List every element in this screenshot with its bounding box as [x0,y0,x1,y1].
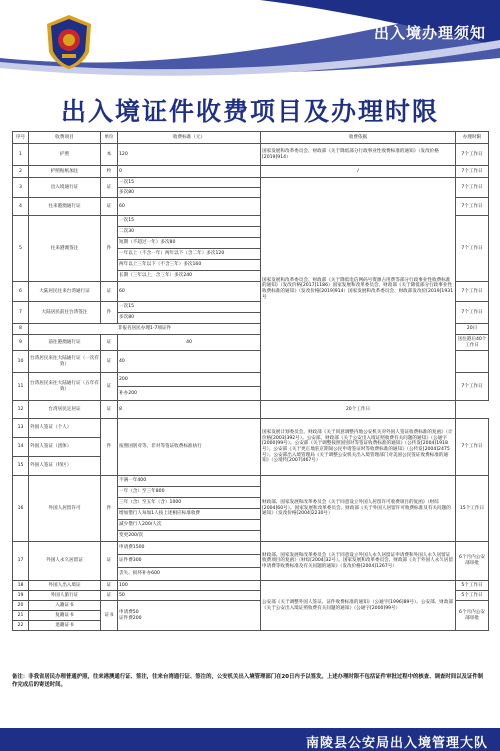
item-name: 外国人旅行证 [29,591,101,601]
item-basis: 财政部、国家发展和改革委员会《关于同意设立外国人永久居留证申请费和外国人永久居留证收费项目的复函》（财综[2004]32号）。国家发展和改革委员会、财政部《关于外国人永久居留申请费等收费标准及有关问题的通知》（发改价格[2004]1267号） [261,542,456,581]
col-header: 收费标准（元） [118,132,261,144]
item-name: 护照贴纸加注 [29,166,101,178]
item-time: 6个月内公安部审批 [456,542,489,581]
item-name: 台湾居民来往大陆通行证（一次有效） [29,351,101,373]
item-name: 退籍证书 [29,621,101,631]
item-time: 7个工作日 [456,282,489,302]
row-no: 11 [13,373,29,401]
item-fee: 长期（三年以上，含三年）多次240 [118,271,261,282]
row-no: 18 [13,581,29,591]
col-header: 办理时限 [456,132,489,144]
item-unit: 证 [101,351,118,373]
item-unit: 证 [101,591,118,601]
table-row [13,166,489,178]
item-fee: 增加偕行人每加1人按上述相应标准收费 [118,509,261,520]
item-time: 7个工作日 [456,419,489,476]
item-name: 外国人出入境证 [29,581,101,591]
item-unit: 枚 [101,166,118,178]
footer-agency: 南陵县公安局出入境管理大队 [305,736,488,751]
item-time: 7个工作日 [456,373,489,401]
item-name: 外国人永久居留证 [29,542,101,581]
row-no: 21 [13,611,29,621]
table-row [13,542,489,555]
police-emblem-icon [44,14,94,70]
col-header: 单位 [101,132,118,144]
col-header: 收费项目 [29,132,101,144]
item-fee: 不满一年400 [118,476,261,487]
item-name: 大陆居民往来台湾通行证 [29,282,101,302]
item-basis: 国家发展计划委员会、财政部《关于同意调整内地公安机关对外国人签证收费标准的复函》（计价格[2003]392号）。公安部、财政部《关于公安出入境证照收费有关问题的通知》（公通字[2000]99号）。公安部《关于调整按照国别对等签证收费标准的通知》（公传发[2004]1918号）。公安部《关于更正地驻京期间公民申请签证时等收费标准的通知》（公传发[2004]2475号）。公安部出入境管理局《关于调整公安机关出入境管理部门对美国公民签证收费标准的通知》（公境传[2007]467号） [261,419,456,476]
header-banner [0,0,500,78]
table-row [13,144,489,166]
item-name: 外国人签证（个人） [29,419,101,438]
item-fee: 40 [118,335,261,351]
item-basis: 国家发展和改革委员会、财政部《关于降低部分行政事业性收费标准的通知》（发改价格[2019]914） [261,144,456,166]
item-fee: 证件费300 [118,555,261,568]
item-name: 台湾居民定居证 [29,401,101,419]
item-unit: 本 [101,144,118,166]
fee-line: 申请费50 [119,609,139,615]
item-unit: 证 [101,542,118,581]
item-fee: 0 [118,166,261,178]
item-fee: 200 [118,373,261,387]
item-name: 外国人居留许可 [29,476,101,542]
item-fee: 按照国别对等、非对等签证收费标准执行 [118,419,261,476]
item-basis: 公安部《关于调整外国人签证、证件收费标准的通知》（公通字[1996]89号）。公安部、财政部《关于公安出入境证照收费有关问题的通知》（公通字[2000]99号） [261,581,456,631]
item-fee: 减少偕行人200/人次 [118,520,261,531]
item-name: 往来港澳签注 [29,216,101,282]
fee-table-container [12,131,488,631]
item-unit: 件 [101,216,118,282]
page-title: 出入境证件收费项目及办理时限 [60,97,439,126]
row-no: 8 [13,324,29,335]
item-basis: 国家发展和改革委员会、财政部《关于降低电信网码号资源占用费等部分行政事业性收费标准的通知》（发改价格[2017]1186）国家发展和改革委员会、财政部《关于降低部分行政事业性收费标准的通知》（发改价格[2019]914）国家发展和改革委员会、财政部发改价[2019]1931号 [261,178,456,401]
item-time: 7个工作日 [456,178,489,198]
row-no: 5 [13,216,29,282]
item-fee: 三年（含）至五年（含）1000 [118,498,261,509]
row-no: 7 [13,302,29,324]
row-no: 3 [13,178,29,198]
item-time: 7个工作日 [456,166,489,178]
item-time: 7个工作日 [456,144,489,166]
row-no: 10 [13,351,29,373]
item-fee: 申请费1500 [118,542,261,555]
item-fee: 多次80 [118,313,261,324]
item-fee: 50 [118,591,261,601]
item-fee: 一年以上（不含一年）两年以下（含二年）多次120 [118,249,261,260]
item-time: 送往港后40个工作日 [456,335,489,351]
item-time: 15个工作日 [456,476,489,542]
item-name: 大陆居民前往台湾签注 [29,302,101,324]
item-fee: 一次15 [118,216,261,227]
row-no: 12 [13,401,29,419]
item-fee: 二次30 [118,227,261,238]
item-name: 入籍证书 [29,601,101,611]
item-fee: 变更200/次 [118,531,261,542]
fee-line: 证件费200 [119,615,142,621]
row-no: 16 [13,476,29,542]
item-name: 外国人签证（团体） [29,438,101,457]
item-fee: 一次15 [118,302,261,313]
row-no: 13 [13,419,29,438]
remarks-note: 备注：非我省居民办理普通护照，往来港澳通行证、签注，往来台湾通行证、签注的，公安机关出入境管理部门在20日内予以签发。上述办理时限不包括证件审批过程中的核查、调查时间以及证件制作完成后的寄送时间。 [12,674,484,688]
item-name: 出入境通行证 [29,178,101,198]
item-time: 5个工作日 [456,591,489,601]
row-no: 6 [13,282,29,302]
item-time: 6个月内公安部审批 [456,601,489,631]
item-fee: 120 [118,144,261,166]
item-unit: 证 [101,198,118,216]
item-fee: 60 [118,282,261,302]
item-time: 5个工作日 [456,581,489,591]
row-no: 19 [13,591,29,601]
table-row [13,581,489,591]
fee-table [12,131,489,631]
table-row [13,178,489,188]
item-name: 往来港澳通行证 [29,198,101,216]
row-no: 20 [13,601,29,611]
item-fee: 60 [118,198,261,216]
row-no: 22 [13,621,29,631]
item-name: 前往港澳通行证 [29,335,101,351]
row-no: 2 [13,166,29,178]
item-basis: 财政部、国家发展和改革委员会《关于同意设立外国人居留许可收费项目的复函》（财综[2004]60号）。国家发展和改革委员会、财政部《关于外国人居留许可收费标准及有关问题的通知》（发改价格[2004]2230号） [261,476,456,542]
notice-title: 出入境办理须知 [373,24,486,42]
item-name: 台湾居民来往大陆通行证（五年有效） [29,373,101,401]
item-time: 7个工作日 [456,198,489,216]
item-unit: 证 [101,178,118,198]
item-fee: 100 [118,581,261,591]
col-header: 收费依据 [261,132,456,144]
item-fee: 一年（含）至三年800 [118,487,261,498]
item-time: 7个工作日 [456,302,489,324]
item-basis: / [261,166,456,178]
item-fee: 多次80 [118,188,261,198]
row-no: 4 [13,198,29,216]
item-fee [118,601,261,631]
item-time: 20个工作日 [261,401,456,419]
item-unit: 件 [101,419,118,476]
item-name: 护照 [29,144,101,166]
item-name: 外国人签证（特区） [29,457,101,476]
item-note: 非报名居民办理1-7项证件 [29,324,261,335]
item-unit: 证书 [101,601,118,631]
row-no: 1 [13,144,29,166]
item-fee: 两年以上三年以下（不含三年）多次160 [118,260,261,271]
row-no: 9 [13,335,29,351]
item-unit: 件 [101,302,118,324]
footer-bar [0,728,500,751]
item-fee: 补办200 [118,387,261,401]
table-row [13,401,489,419]
item-name: 复籍证书 [29,611,101,621]
item-fee: 短期（不超过一年）多次80 [118,238,261,249]
item-unit: 证 [101,373,118,401]
row-no: 14 [13,438,29,457]
col-header: 序号 [13,132,29,144]
item-unit: 证 [101,282,118,302]
item-unit: 证 [101,581,118,591]
table-row [13,419,489,438]
item-fee: 8 [118,401,261,419]
row-no: 15 [13,457,29,476]
item-time: 20日 [456,324,489,335]
item-fee: 40 [118,351,261,373]
item-unit: 证 [101,401,118,419]
item-fee: 丢失、损坏补办600 [118,568,261,581]
item-unit: 证 [101,335,118,351]
item-unit: 件 [101,476,118,542]
item-fee: 一次15 [118,178,261,188]
row-no: 17 [13,542,29,581]
table-row [13,476,489,487]
table-header [13,132,489,144]
item-time: 7个工作日 [456,216,489,282]
item-time [456,351,489,373]
